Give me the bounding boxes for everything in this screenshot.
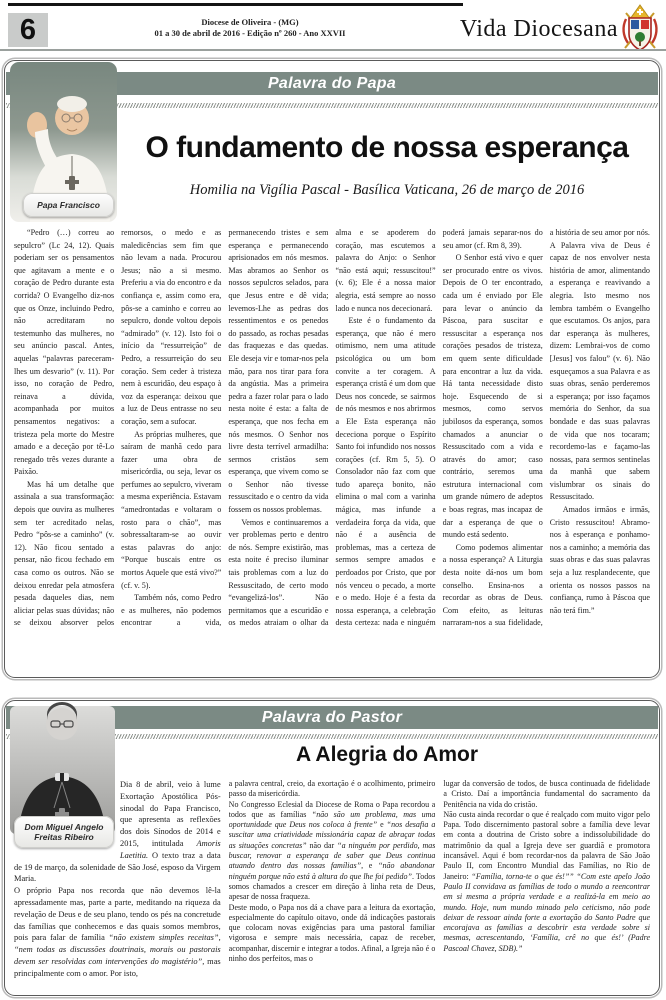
papa-subtitle: Homilia na Vigília Pascal - Basílica Vaticana, 26 de março de 2016 [189,182,585,198]
pope-photo-caption: Papa Francisco [23,193,114,217]
pastor-column-2: a palavra central, creio, da exortação é o acolhimento, primeiro passo da misericórdia. No Congresso Eclesial da Diocese de Roma o Papa recordou a todos que as famílias “não são um problema, mas uma oportunidade que Deus nos coloca à frente” e “nos desafia a suscitar uma criatividade missionária capaz de abraçar todas as situações concretas” não dar “a ninguém por perdido, mas buscar, renovar a esperança de saber que Deus continua atuando dentro das nossas famílias”, e “não abandonar ninguém porque não está à altura do que lhe foi pedido”. Todos somos chamados a crescer em direção à linha reta de Deus, apesar de nossa fraqueza. Deste modo, o Papa nos dá a chave para a leitura da exortação, especialmente do capítulo oitavo, onde dá indicações pastorais que colocam novas exigências para uma pastoral familiar vigorosa e sempre mais necessária, capaz de receber, acompanhar, discernir e integrar a todos. Afinal, a Igreja não é o ninho dos perfeitos, mas o [228,779,436,964]
bishop-photo-caption: Dom Miguel Angelo Freitas Ribeiro [14,816,114,848]
masthead-title: Vida Diocesana [459,16,618,42]
publication-info [60,17,440,39]
header-top-rule [8,3,463,6]
pope-photo [10,62,117,222]
papa-section [4,60,660,678]
papa-banner-title: Palavra do Papa [267,74,397,92]
pastor-column-1-text: Dia 8 de abril, veio à lume Exortação Apostólica Pós-sinodal do Papa Francisco, que apresenta as reflexões dos dois Sínodos de 2014 e 2015, intitulada Amoris Laetitia. O texto traz a data de 19 de março, da solenidade de São José, esposo da Virgem Maria. O próprio Papa nos recorda que não devemos lê-la apressadamente mas, parte a parte, meditando na riqueza da revelação de Deus e de seu plano, tendo os pés na concretude das famílias que conhecemos e das quais somos membros, pois para falar de família “não existem simples receitas”, “nem todas as discussões doutrinais, morais ou pastorais devem ser resolvidas com intervenções do magistério”, mas principalmente com o amor. Por isto, [14,780,221,978]
publication-info-line2: 01 a 30 de abril de 2016 - Edição nº 260 - Ano XXVII [154,28,346,38]
header-bottom-rule [0,49,666,51]
pastor-column-3: lugar da conversão de todos, de busca continuada de fidelidade a Cristo. Daí a importância fundamental do sacramento da Penitência na vida do cristão. Não custa ainda recordar o que é realçado com muito vigor pelo Papa. Todo discernimento pastoral sobre a família deve levar em conta a doutrina de Cristo sobre a indissolubilidade do matrimônio da qual a Igreja deve ser guardiã e promotora incansável. Aqui é bom recordar-nos da palavra de São João Paulo II, com Encontro Mundial das Famílias, no Rio de Janeiro: “Família, torna-te o que és!”” “Com este apelo João Paulo II convidava as famílias de todo o mundo a reencontrar em si mesma a própria verdade e a realizá-la em meio ao mundo. Hoje, num mundo minado pelo ceticismo, não pode deixar de ressoar ainda forte a exortação do Santo Padre que encorajava as famílias a descobrir esta verdade sobre si mesmas, acrescentando, ‘Família, crê no que és!’ (Padre Pascoal Chavez, SDB).” [443,779,650,953]
publication-info-line1: Diocese de Oliveira - (MG) [201,17,299,27]
page-header [0,0,666,56]
diocese-crest-icon [619,4,661,52]
papa-article-body: “Pedro (…) correu ao sepulcro” (Lc 24, 12). Quais poderiam ser os pensamentos que agitavam a mente e o coração de Pedro durante esta corrida? O Evangelho diz-nos que os Onze, incluindo Pedro, não acreditaram no testemunho das mulheres, no seu anúncio pascal. Antes, aquelas “palavras pareceram-lhes um desvario” (v. 11). Por isso, no coração de Pedro, reinava a dúvida, acompanhada por muitos pensamentos negativos: a tristeza pela morte do Mestre amado e a deceção por tê-Lo renegado três vezes durante a Paixão. Mas há um detalhe que assinala a sua transformação: depois que ouvira as mulheres sem ter acreditado nelas, Pedro “pôs-se a caminho” (v. 12). Não ficou sentado a pensar, não ficou fechado em casa como os outros. Não se deixou enredar pela atmosfera pesada daqueles dias, nem aliciar pelas suas dúvidas; não se deixou absorver pelos remorsos, o medo e as maledicências sem fim que não levam a nada. Procurou Jesus; não a si mesmo. Preferiu a via do encontro e da confiança e, assim como era, pôs-se a caminho e correu ao sepulcro, donde voltou depois “admirado” (v. 12). Isto foi o início da “ressurreição” de Pedro, a ressurreição do seu coração. Sem ceder à tristeza nem à escuridão, deu espaço à voz da esperança: deixou que a luz de Deus entrasse no seu coração, sem a sufocar. As próprias mulheres, que saíram de manhã cedo para fazer uma obra de misericórdia, ou seja, levar os perfumes ao sepulcro, viveram a mesma experiência. Estavam “amedrontadas e voltaram o rosto para o chão”, mas sobressaltaram-se ao ouvir estas palavras do anjo: “Porque buscais entre os mortos Aquele que está vivo?” (cf. v. 5). Também nós, como Pedro e as mulheres, não podemos encontrar a vida, permanecendo tristes e sem esperança e permanecendo aprisionados em nós mesmos. Mas abramos ao Senhor os nossos sepulcros selados, para que Jesus entre e dê vida; levemos-Lhe as pedras dos ressentimentos e os penedos do passado, as rochas pesadas das fraquezas e das quedas. Ele deseja vir e tomar-nos pela mão, para nos tirar para fora da angústia. Mas a primeira pedra a fazer rolar para o lado nesta noite é esta: a falta de esperança, que nos fecha em nós mesmos. O Senhor nos livre desta terrível armadilha: sermos cristãos sem esperança, que vivem como se o Senhor não tivesse ressuscitado e o centro da vida fossem os nossos problemas. Vemos e continuaremos a ver problemas perto e dentro de nós. Sempre existirão, mas esta noite é preciso iluminar tais problemas com a luz do Ressuscitado, de certo modo “evangelizá-los”. Não permitamos que a escuridão e os medos atraiam o olhar da alma e se apoderem do coração, mas escutemos a palavra do Anjo: o Senhor “não está aqui; ressuscitou!” (v. 6); Ele é a nossa maior alegria, está sempre ao nosso lado e nunca nos dececionará. Este é o fundamento da esperança, que não é mero otimismo, nem uma atitude psicológica ou um bom convite a ter coragem. A esperança cristã é um dom que Deus nos concede, se sairmos de nós mesmos e nos abrirmos a Ele Esta esperança não dececiona porque o Espírito Santo foi infundido nos nossos corações (cf. Rm 5, 5). O Consolador não faz com que tudo apareça bonito, não elimina o mal com a varinha mágica, mas infunde a verdadeira força da vida, que não é a ausência de problemas, mas a certeza de sermos sempre amados e perdoados por Cristo, que por nós venceu o pecado, a morte e o medo. Hoje é a festa da nossa esperança, a celebração desta certeza: nada e ninguém poderá jamais separar-nos do seu amor (cf. Rm 8, 39). O Senhor está vivo e quer ser procurado entre os vivos. Depois de O ter encontrado, cada um é enviado por Ele para levar o anúncio da Páscoa, para suscitar e ressuscitar a esperança nos corações pesados de tristeza, em quem sente dificuldade para encontrar a luz da vida. Há tanta necessidade disto hoje. Esquecendo de si mesmos, como servos jubilosos da esperança, somos chamados a anunciar o Ressuscitado com a vida e através do amor; caso contrário, seremos uma estrutura internacional com um grande número de adeptos e boas regras, mas incapaz de dar a esperança de que o mundo está sedento. Como podemos alimentar a nossa esperança? A Liturgia desta noite dá-nos um bom conselho. Ensina-nos a recordar as obras de Deus. Com efeito, as leituras narraram-nos a sua fidelidade, a história de seu amor por nós. A Palavra viva de Deus é capaz de nos envolver nesta história de amor, alimentando a esperança e reavivando a alegria. Isto mesmo nos lembra também o Evangelho que escutamos. Os anjos, para dar esperança às mulheres, dizem: Lembrai-vos de como [Jesus] vos falou” (v. 6). Não esqueçamos a sua Palavra e as suas obras, senão perderemos a esperança; por isso façamos memória do Senhor, da sua bondade e das suas palavras de vida que nos tocaram; recordemo-las e façamo-las nossas, para sermos sentinelas da manhã que sabem vislumbrar os sinais do Ressuscitado. Amados irmãos e irmãs, Cristo ressuscitou! Abramo-nos à esperança e ponhamo-nos a caminho; a memória das suas obras e das suas palavras seja a luz resplandecente, que orienta os nossos passos na confiança, rumo à Páscoa que não terá fim.” [14,228,650,628]
page-number: 6 [8,13,48,47]
papa-headline: O fundamento de nossa esperança [145,131,629,164]
pastor-headline: A Alegria do Amor [295,743,479,766]
pastor-banner-title: Palavra do Pastor [261,708,403,726]
